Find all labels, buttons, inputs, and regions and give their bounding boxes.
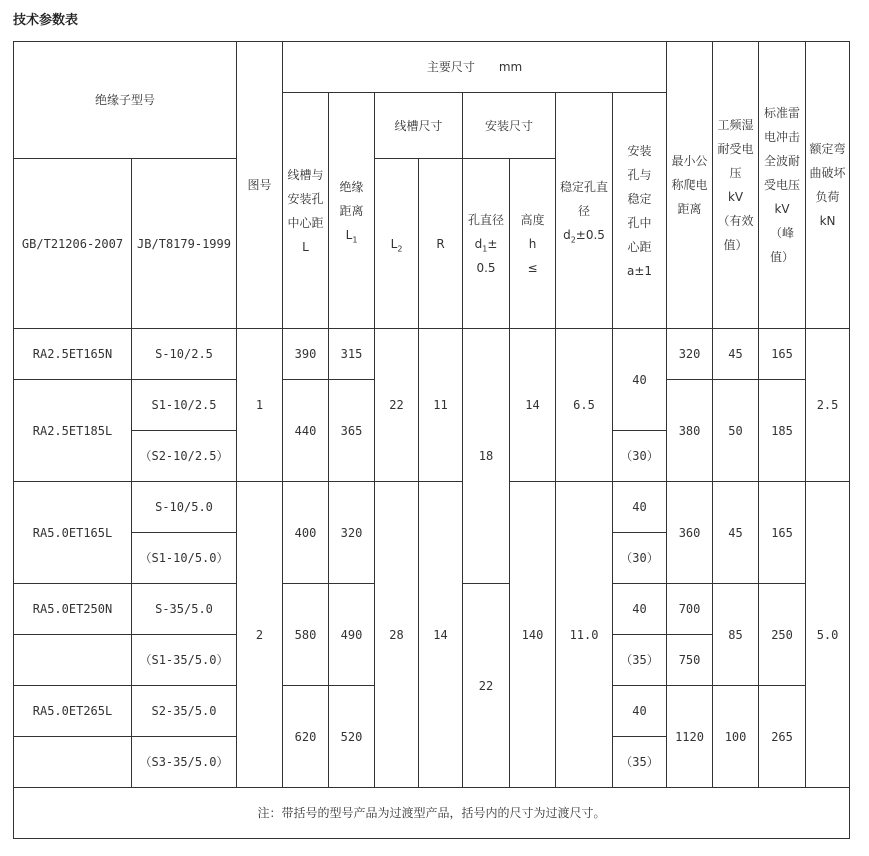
header-L: 线槽与 安装孔 中心距 L	[283, 93, 329, 329]
header-stab-hole: 稳定孔直 径 $d_2\pm 0.5$	[556, 93, 613, 329]
cell-L1: 490	[329, 584, 375, 686]
cell-gb-model: RA5.0ET265L	[14, 686, 132, 737]
header-fig-no: 图号	[237, 42, 283, 329]
cell-gb-model: RA5.0ET165L	[14, 482, 132, 584]
cell-gb-model	[14, 737, 132, 788]
header-R: R	[419, 159, 463, 329]
header-hole-dia: 孔直径 $d_1\pm$ 0.5	[463, 159, 510, 329]
cell-impulse: 165	[759, 482, 806, 584]
cell-jb-model: （S1-10/5.0）	[132, 533, 237, 584]
cell-power-freq: 50	[713, 380, 759, 482]
cell-L1: 365	[329, 380, 375, 482]
cell-fig-no: 2	[237, 482, 283, 788]
cell-L: 580	[283, 584, 329, 686]
header-height: 高度 h ≤	[510, 159, 556, 329]
cell-L: 620	[283, 686, 329, 788]
cell-jb-model: （S3-35/5.0）	[132, 737, 237, 788]
cell-creepage: 380	[667, 380, 713, 482]
table-row	[14, 482, 850, 533]
cell-impulse: 165	[759, 329, 806, 380]
cell-impulse: 265	[759, 686, 806, 788]
table-note: 注：带括号的型号产品为过渡型产品，括号内的尺寸为过渡尺寸。	[14, 788, 850, 839]
cell-bending: 5.0	[806, 482, 850, 788]
cell-power-freq: 45	[713, 482, 759, 584]
cell-L2: 28	[375, 482, 419, 788]
page-title: 技术参数表	[13, 13, 79, 28]
cell-R: 11	[419, 329, 463, 482]
cell-a: 40	[613, 329, 667, 431]
cell-h: 14	[510, 329, 556, 482]
cell-R: 14	[419, 482, 463, 788]
cell-jb-model: S-10/5.0	[132, 482, 237, 533]
cell-impulse: 250	[759, 584, 806, 686]
cell-a: （30）	[613, 431, 667, 482]
cell-creepage: 750	[667, 635, 713, 686]
cell-jb-model: S2-35/5.0	[132, 686, 237, 737]
cell-gb-model: RA2.5ET185L	[14, 380, 132, 482]
cell-L2: 22	[375, 329, 419, 482]
cell-h: 140	[510, 482, 556, 788]
cell-creepage: 1120	[667, 686, 713, 788]
cell-gb-model	[14, 635, 132, 686]
cell-creepage: 700	[667, 584, 713, 635]
cell-impulse: 185	[759, 380, 806, 482]
header-L2: $L_2$	[375, 159, 419, 329]
cell-L1: 520	[329, 686, 375, 788]
header-L1: 绝缘 距离 $L_1$	[329, 93, 375, 329]
cell-d2: 11.0	[556, 482, 613, 788]
cell-creepage: 320	[667, 329, 713, 380]
cell-L: 390	[283, 329, 329, 380]
cell-jb-model: S-35/5.0	[132, 584, 237, 635]
header-bending-load: 额定弯 曲破坏 负荷 kN	[806, 42, 850, 329]
cell-gb-model: RA2.5ET165N	[14, 329, 132, 380]
tech-params-table	[13, 41, 850, 839]
cell-a: 40	[613, 584, 667, 635]
table-row	[14, 329, 850, 380]
cell-jb-model: （S2-10/2.5）	[132, 431, 237, 482]
cell-a: 40	[613, 482, 667, 533]
cell-bending: 2.5	[806, 329, 850, 482]
header-main-dims: 主要尺寸 mm	[283, 42, 667, 93]
cell-a: （30）	[613, 533, 667, 584]
header-std-jb: JB/T8179-1999	[132, 159, 237, 329]
cell-L1: 315	[329, 329, 375, 380]
cell-L: 400	[283, 482, 329, 584]
header-power-freq-voltage: 工频湿 耐受电 压 kV （有效 值）	[713, 42, 759, 329]
cell-a: （35）	[613, 737, 667, 788]
cell-a: 40	[613, 686, 667, 737]
header-impulse-voltage: 标准雷 电冲击 全波耐 受电压 kV （峰 值）	[759, 42, 806, 329]
cell-jb-model: （S1-35/5.0）	[132, 635, 237, 686]
header-creepage: 最小公 称爬电 距离	[667, 42, 713, 329]
cell-power-freq: 100	[713, 686, 759, 788]
cell-d1: 22	[463, 584, 510, 788]
header-mount-stab-distance: 安装 孔与 稳定 孔中 心距 a±1	[613, 93, 667, 329]
cell-L1: 320	[329, 482, 375, 584]
header-groove-dims: 线槽尺寸	[375, 93, 463, 159]
header-mount-dims: 安装尺寸	[463, 93, 556, 159]
cell-gb-model: RA5.0ET250N	[14, 584, 132, 635]
cell-a: （35）	[613, 635, 667, 686]
cell-fig-no: 1	[237, 329, 283, 482]
cell-jb-model: S-10/2.5	[132, 329, 237, 380]
cell-power-freq: 45	[713, 329, 759, 380]
cell-d1: 18	[463, 329, 510, 584]
cell-creepage: 360	[667, 482, 713, 584]
cell-power-freq: 85	[713, 584, 759, 686]
header-insulator-model: 绝缘子型号	[14, 42, 237, 159]
header-std-gb: GB/T21206-2007	[14, 159, 132, 329]
cell-L: 440	[283, 380, 329, 482]
cell-d2: 6.5	[556, 329, 613, 482]
cell-jb-model: S1-10/2.5	[132, 380, 237, 431]
